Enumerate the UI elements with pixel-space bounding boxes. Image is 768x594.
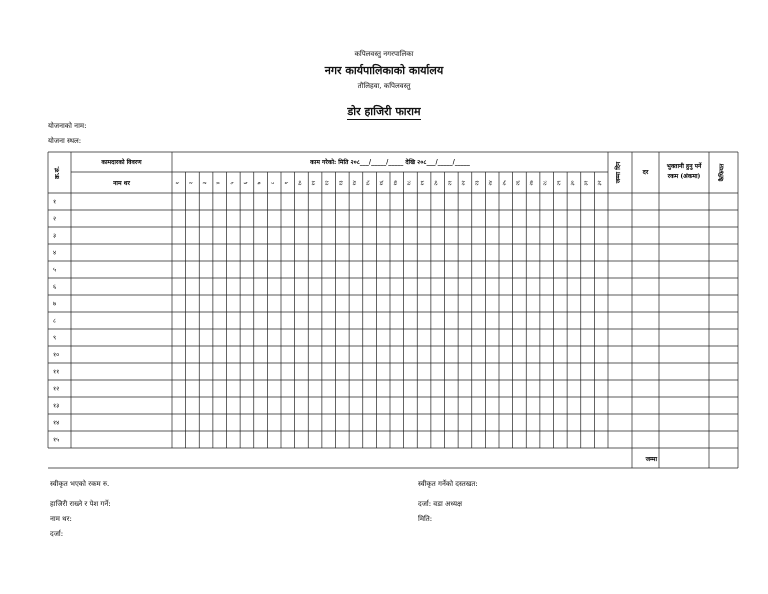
payable-amount-header-line2: रकम (अंकमा) [667, 173, 701, 180]
day-number-21: २१ [447, 180, 454, 186]
approved-amount-label: स्वीकृत भएको रकम रु. [50, 480, 110, 488]
row-number-12: १२ [53, 385, 60, 393]
day-number-3: ३ [202, 181, 209, 185]
day-number-7: ७ [256, 181, 263, 185]
day-number-24: २४ [488, 180, 495, 186]
name-header: नाम थर [113, 180, 130, 187]
row-number-7: ७ [53, 300, 57, 308]
project-name-label: योजनाको नाम: [48, 122, 87, 130]
attendance-taker-label: हाजिरी राख्ने र पेश गर्ने: [50, 500, 111, 508]
row-number-10: १० [53, 351, 60, 359]
day-number-23: २३ [474, 180, 481, 186]
row-number-2: २ [53, 215, 57, 223]
office-address: तौलिहवा, कपिलवस्तु [357, 82, 411, 90]
row-number-8: ८ [53, 317, 57, 325]
row-number-9: ९ [53, 334, 57, 342]
day-number-13: १३ [338, 180, 345, 186]
ward-chair-rank-label: दर्जा: वडा अध्यक्ष [418, 500, 463, 508]
day-number-12: १२ [324, 180, 331, 186]
day-number-9: ९ [283, 181, 290, 185]
day-number-31: ३१ [583, 180, 590, 186]
day-number-27: २७ [529, 180, 536, 186]
day-number-28: २८ [542, 180, 549, 186]
total-label: जम्मा [645, 456, 657, 463]
approver-signature-label: स्वीकृत गर्नेको दस्तखत: [418, 480, 478, 488]
row-number-11: ११ [53, 368, 60, 376]
municipality-name: कपिलवस्तु नगरपालिका [354, 50, 414, 58]
row-number-14: १४ [53, 419, 60, 427]
row-number-3: ३ [53, 232, 57, 240]
remarks-header: कैफियत [718, 163, 726, 182]
day-number-14: १४ [351, 180, 358, 186]
rank-label: दर्जा: [50, 530, 64, 538]
day-number-18: १८ [406, 180, 413, 186]
project-location-label: योजना स्थल: [48, 137, 82, 145]
payable-amount-header-line1: भुक्तानी हुनु पर्ने [666, 163, 702, 170]
row-number-13: १३ [53, 402, 60, 410]
day-number-11: ११ [311, 180, 318, 186]
day-number-6: ६ [242, 181, 249, 185]
day-number-17: १७ [392, 180, 399, 186]
row-number-15: १५ [53, 436, 60, 444]
day-number-22: २२ [460, 180, 467, 186]
day-number-30: ३० [569, 180, 576, 186]
row-number-1: १ [53, 198, 57, 206]
day-number-4: ४ [215, 181, 222, 185]
day-number-25: २५ [501, 180, 508, 186]
rate-header: दर [642, 169, 649, 176]
day-number-15: १५ [365, 180, 372, 186]
sn-header: क्र.सं. [54, 166, 61, 179]
row-number-4: ४ [53, 249, 57, 257]
row-number-5: ५ [53, 266, 57, 274]
day-number-8: ८ [270, 181, 277, 185]
work-period-header: काम गरेको: मिति २०८___/_____/_____ देखि २०८___/_____/_____ [310, 159, 470, 166]
day-number-20: २० [433, 180, 440, 186]
day-number-32: ३२ [597, 180, 604, 186]
day-number-26: २६ [515, 180, 522, 186]
office-name: नगर कार्यपालिकाको कार्यालय [324, 64, 444, 77]
row-number-6: ६ [53, 283, 57, 291]
form-title-text: डोर हाजिरी फाराम [347, 105, 421, 118]
name-label: नाम थर: [50, 515, 72, 523]
day-number-1: १ [174, 181, 181, 185]
day-number-5: ५ [229, 181, 236, 185]
total-days-header: जम्मा दिन [615, 161, 622, 184]
worker-details-header: कामदारको विवरण [101, 159, 142, 166]
day-number-29: २९ [556, 180, 563, 186]
day-number-16: १६ [379, 180, 386, 186]
day-number-10: १० [297, 180, 304, 186]
date-label: मिति: [418, 515, 433, 523]
day-number-2: २ [188, 181, 195, 185]
day-number-19: १९ [420, 180, 427, 186]
